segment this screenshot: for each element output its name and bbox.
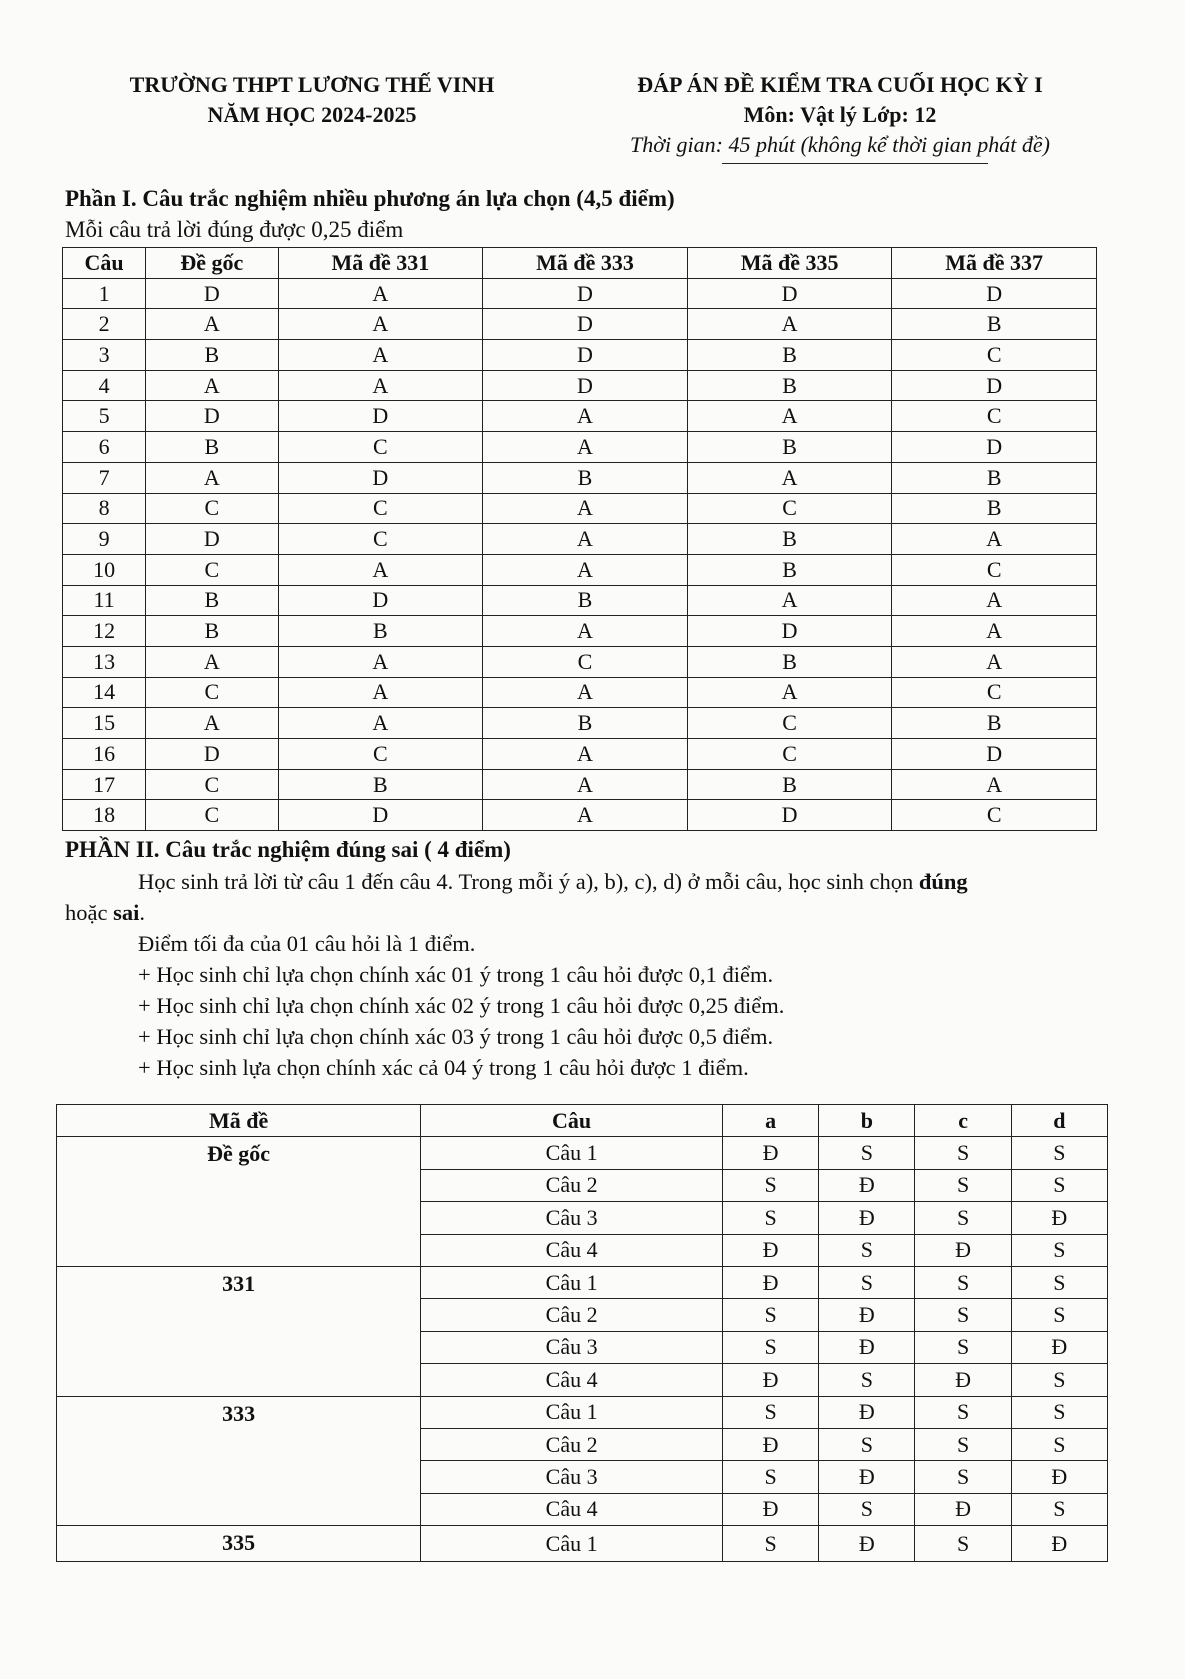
table-row bbox=[63, 585, 1097, 616]
rule-line: + Học sinh chỉ lựa chọn chính xác 01 ý trong 1 câu hỏi được 0,1 điểm. bbox=[138, 962, 774, 987]
answer-cell: C bbox=[278, 739, 483, 770]
answer-cell: B bbox=[687, 554, 892, 585]
true-false-cell: Đ bbox=[819, 1202, 915, 1234]
table-row bbox=[57, 1266, 1108, 1298]
answer-cell: D bbox=[146, 739, 278, 770]
true-false-cell: S bbox=[1011, 1299, 1107, 1331]
answer-cell: C bbox=[146, 493, 278, 524]
school-header bbox=[112, 70, 512, 130]
answer-cell: D bbox=[483, 340, 688, 371]
column-header: Câu bbox=[63, 248, 146, 279]
answer-cell: A bbox=[146, 646, 278, 677]
answer-cell: B bbox=[687, 432, 892, 463]
answer-cell: A bbox=[687, 585, 892, 616]
question-number: 12 bbox=[63, 616, 146, 647]
question-number: 7 bbox=[63, 462, 146, 493]
answer-cell: B bbox=[892, 309, 1097, 340]
answer-cell: B bbox=[687, 646, 892, 677]
true-false-cell: S bbox=[722, 1299, 818, 1331]
question-number: 15 bbox=[63, 708, 146, 739]
answer-cell: B bbox=[687, 340, 892, 371]
true-false-cell: S bbox=[915, 1331, 1011, 1363]
true-false-cell: S bbox=[722, 1461, 818, 1493]
answer-cell: A bbox=[278, 708, 483, 739]
part1-subtitle: Mỗi câu trả lời đúng được 0,25 điểm bbox=[65, 217, 404, 242]
intro-bold-false: sai bbox=[113, 900, 140, 925]
answer-cell: C bbox=[892, 554, 1097, 585]
answer-cell: D bbox=[278, 462, 483, 493]
question-label: Câu 1 bbox=[421, 1396, 723, 1428]
answer-cell: C bbox=[892, 800, 1097, 831]
part2-instructions bbox=[65, 866, 1100, 1083]
part1-title: Phần I. Câu trắc nghiệm nhiều phương án lựa chọn (4,5 điểm) bbox=[65, 186, 675, 211]
answer-cell: B bbox=[892, 493, 1097, 524]
rule-line: + Học sinh chỉ lựa chọn chính xác 03 ý trong 1 câu hỏi được 0,5 điểm. bbox=[138, 1024, 774, 1049]
answer-cell: A bbox=[278, 646, 483, 677]
column-header: Mã đề 337 bbox=[892, 248, 1097, 279]
answer-cell: A bbox=[483, 769, 688, 800]
question-number: 10 bbox=[63, 554, 146, 585]
answer-cell: A bbox=[483, 616, 688, 647]
answer-cell: D bbox=[146, 278, 278, 309]
true-false-cell: S bbox=[819, 1266, 915, 1298]
answer-cell: C bbox=[146, 554, 278, 585]
true-false-cell: Đ bbox=[722, 1137, 818, 1169]
table-row bbox=[63, 340, 1097, 371]
question-number: 14 bbox=[63, 677, 146, 708]
document-title: ĐÁP ÁN ĐỀ KIỂM TRA CUỐI HỌC KỲ I bbox=[637, 72, 1043, 97]
answer-cell: A bbox=[687, 401, 892, 432]
answer-cell: A bbox=[483, 677, 688, 708]
answer-cell: A bbox=[687, 462, 892, 493]
answer-cell: A bbox=[892, 585, 1097, 616]
table-row bbox=[63, 524, 1097, 555]
column-header: b bbox=[819, 1105, 915, 1137]
answer-cell: D bbox=[278, 401, 483, 432]
true-false-cell: S bbox=[1011, 1137, 1107, 1169]
question-label: Câu 1 bbox=[421, 1137, 723, 1169]
answer-cell: D bbox=[892, 278, 1097, 309]
true-false-cell: S bbox=[1011, 1266, 1107, 1298]
column-header: c bbox=[915, 1105, 1011, 1137]
true-false-cell: S bbox=[819, 1234, 915, 1266]
table-header-row bbox=[57, 1105, 1108, 1137]
true-false-cell: Đ bbox=[1011, 1202, 1107, 1234]
answer-cell: A bbox=[146, 370, 278, 401]
answer-cell: A bbox=[278, 340, 483, 371]
answer-cell: A bbox=[146, 708, 278, 739]
answer-cell: C bbox=[146, 800, 278, 831]
question-label: Câu 4 bbox=[421, 1234, 723, 1266]
intro-text: Học sinh trả lời từ câu 1 đến câu 4. Trong mỗi ý a), b), c), d) ở mỗi câu, học sinh chọn bbox=[138, 869, 919, 894]
subject-line: Môn: Vật lý Lớp: 12 bbox=[743, 102, 937, 127]
exam-header bbox=[600, 70, 1080, 160]
answer-cell: D bbox=[892, 370, 1097, 401]
true-false-cell: Đ bbox=[819, 1526, 915, 1562]
true-false-cell: Đ bbox=[722, 1266, 818, 1298]
question-number: 18 bbox=[63, 800, 146, 831]
answer-cell: A bbox=[483, 432, 688, 463]
column-header: Câu bbox=[421, 1105, 723, 1137]
rule-line: + Học sinh chỉ lựa chọn chính xác 02 ý trong 1 câu hỏi được 0,25 điểm. bbox=[138, 993, 785, 1018]
answer-cell: B bbox=[483, 462, 688, 493]
question-number: 11 bbox=[63, 585, 146, 616]
exam-code-cell: Đề gốc bbox=[57, 1137, 421, 1267]
answer-cell: B bbox=[687, 769, 892, 800]
answer-cell: D bbox=[278, 800, 483, 831]
true-false-cell: S bbox=[819, 1428, 915, 1460]
table-row bbox=[63, 769, 1097, 800]
answer-cell: D bbox=[146, 524, 278, 555]
true-false-cell: S bbox=[915, 1266, 1011, 1298]
question-number: 5 bbox=[63, 401, 146, 432]
answer-cell: D bbox=[892, 739, 1097, 770]
answer-cell: B bbox=[892, 462, 1097, 493]
answer-cell: B bbox=[146, 432, 278, 463]
answer-cell: C bbox=[278, 524, 483, 555]
table-header-row bbox=[63, 248, 1097, 279]
answer-cell: A bbox=[146, 462, 278, 493]
table-row bbox=[63, 432, 1097, 463]
question-label: Câu 4 bbox=[421, 1364, 723, 1396]
question-number: 8 bbox=[63, 493, 146, 524]
answer-cell: C bbox=[146, 677, 278, 708]
answer-cell: B bbox=[146, 616, 278, 647]
table-row bbox=[63, 462, 1097, 493]
true-false-cell: Đ bbox=[722, 1364, 818, 1396]
question-number: 1 bbox=[63, 278, 146, 309]
question-number: 16 bbox=[63, 739, 146, 770]
true-false-cell: S bbox=[1011, 1493, 1107, 1525]
table-row bbox=[63, 493, 1097, 524]
answer-cell: C bbox=[892, 340, 1097, 371]
table-row bbox=[57, 1526, 1108, 1562]
answer-cell: A bbox=[483, 401, 688, 432]
true-false-cell: Đ bbox=[722, 1234, 818, 1266]
true-false-cell: Đ bbox=[1011, 1331, 1107, 1363]
column-header: Đề gốc bbox=[146, 248, 278, 279]
table-row bbox=[57, 1396, 1108, 1428]
answer-cell: B bbox=[146, 585, 278, 616]
school-year: NĂM HỌC 2024-2025 bbox=[207, 102, 417, 127]
question-number: 6 bbox=[63, 432, 146, 463]
question-label: Câu 3 bbox=[421, 1461, 723, 1493]
question-label: Câu 2 bbox=[421, 1428, 723, 1460]
column-header: Mã đề bbox=[57, 1105, 421, 1137]
question-number: 2 bbox=[63, 309, 146, 340]
true-false-cell: S bbox=[915, 1169, 1011, 1201]
exam-code-cell: 333 bbox=[57, 1396, 421, 1526]
answer-cell: A bbox=[892, 646, 1097, 677]
answer-cell: D bbox=[278, 585, 483, 616]
answer-cell: A bbox=[278, 677, 483, 708]
answer-cell: A bbox=[483, 739, 688, 770]
answer-cell: B bbox=[278, 769, 483, 800]
question-number: 4 bbox=[63, 370, 146, 401]
part2-title: PHẦN II. Câu trắc nghiệm đúng sai ( 4 điểm) bbox=[65, 837, 511, 862]
answer-cell: D bbox=[687, 278, 892, 309]
answer-cell: A bbox=[687, 309, 892, 340]
intro-line bbox=[65, 866, 1100, 897]
table-row bbox=[63, 708, 1097, 739]
intro-line-2 bbox=[65, 897, 1100, 928]
answer-cell: B bbox=[687, 524, 892, 555]
question-number: 9 bbox=[63, 524, 146, 555]
answer-cell: A bbox=[483, 493, 688, 524]
answer-cell: B bbox=[483, 585, 688, 616]
answer-cell: C bbox=[892, 401, 1097, 432]
true-false-cell: S bbox=[915, 1137, 1011, 1169]
question-label: Câu 1 bbox=[421, 1526, 723, 1562]
question-label: Câu 1 bbox=[421, 1266, 723, 1298]
table-row bbox=[63, 309, 1097, 340]
answer-cell: C bbox=[278, 432, 483, 463]
answer-cell: A bbox=[278, 554, 483, 585]
intro-bold-true: đúng bbox=[918, 869, 968, 894]
true-false-cell: S bbox=[819, 1493, 915, 1525]
question-label: Câu 2 bbox=[421, 1299, 723, 1331]
answer-cell: A bbox=[483, 554, 688, 585]
answer-cell: B bbox=[687, 370, 892, 401]
table-row bbox=[63, 278, 1097, 309]
true-false-cell: Đ bbox=[722, 1493, 818, 1525]
answer-cell: A bbox=[687, 677, 892, 708]
answer-cell: C bbox=[483, 646, 688, 677]
rule-line: + Học sinh lựa chọn chính xác cả 04 ý trong 1 câu hỏi được 1 điểm. bbox=[138, 1055, 749, 1080]
part1-answer-table bbox=[62, 247, 1097, 831]
true-false-cell: S bbox=[915, 1526, 1011, 1562]
column-header: a bbox=[722, 1105, 818, 1137]
true-false-cell: S bbox=[1011, 1169, 1107, 1201]
true-false-cell: Đ bbox=[819, 1169, 915, 1201]
answer-cell: A bbox=[278, 278, 483, 309]
answer-cell: A bbox=[278, 309, 483, 340]
intro-text-2: hoặc bbox=[65, 900, 114, 925]
answer-cell: C bbox=[278, 493, 483, 524]
true-false-cell: Đ bbox=[819, 1299, 915, 1331]
answer-cell: D bbox=[483, 309, 688, 340]
true-false-cell: S bbox=[722, 1396, 818, 1428]
exam-code-cell: 331 bbox=[57, 1266, 421, 1396]
true-false-cell: S bbox=[1011, 1396, 1107, 1428]
answer-cell: C bbox=[687, 493, 892, 524]
true-false-cell: Đ bbox=[915, 1493, 1011, 1525]
table-row bbox=[63, 616, 1097, 647]
answer-cell: A bbox=[892, 769, 1097, 800]
question-label: Câu 2 bbox=[421, 1169, 723, 1201]
true-false-cell: S bbox=[722, 1331, 818, 1363]
column-header: Mã đề 333 bbox=[483, 248, 688, 279]
answer-cell: B bbox=[483, 708, 688, 739]
question-number: 13 bbox=[63, 646, 146, 677]
part2-answer-table bbox=[56, 1104, 1108, 1562]
table-row bbox=[63, 800, 1097, 831]
answer-cell: A bbox=[146, 309, 278, 340]
table-row bbox=[63, 401, 1097, 432]
time-line: Thời gian: 45 phút (không kể thời gian phát đề) bbox=[629, 132, 1051, 157]
answer-cell: C bbox=[892, 677, 1097, 708]
header-underline bbox=[722, 163, 988, 164]
true-false-cell: S bbox=[915, 1202, 1011, 1234]
column-header: d bbox=[1011, 1105, 1107, 1137]
table-row bbox=[57, 1137, 1108, 1169]
intro-period: . bbox=[139, 900, 145, 925]
answer-cell: A bbox=[483, 800, 688, 831]
question-number: 3 bbox=[63, 340, 146, 371]
true-false-cell: Đ bbox=[1011, 1461, 1107, 1493]
true-false-cell: Đ bbox=[722, 1428, 818, 1460]
true-false-cell: S bbox=[915, 1461, 1011, 1493]
question-label: Câu 4 bbox=[421, 1493, 723, 1525]
true-false-cell: S bbox=[1011, 1364, 1107, 1396]
table-row bbox=[63, 370, 1097, 401]
answer-cell: C bbox=[687, 739, 892, 770]
answer-cell: D bbox=[483, 370, 688, 401]
true-false-cell: S bbox=[819, 1364, 915, 1396]
true-false-cell: Đ bbox=[1011, 1526, 1107, 1562]
column-header: Mã đề 331 bbox=[278, 248, 483, 279]
question-label: Câu 3 bbox=[421, 1202, 723, 1234]
true-false-cell: Đ bbox=[819, 1396, 915, 1428]
answer-cell: B bbox=[146, 340, 278, 371]
true-false-cell: S bbox=[722, 1169, 818, 1201]
answer-cell: A bbox=[892, 524, 1097, 555]
answer-cell: A bbox=[483, 524, 688, 555]
true-false-cell: S bbox=[722, 1202, 818, 1234]
column-header: Mã đề 335 bbox=[687, 248, 892, 279]
exam-code-cell: 335 bbox=[57, 1526, 421, 1562]
true-false-cell: Đ bbox=[819, 1461, 915, 1493]
true-false-cell: S bbox=[915, 1396, 1011, 1428]
answer-cell: D bbox=[146, 401, 278, 432]
question-label: Câu 3 bbox=[421, 1331, 723, 1363]
table-row bbox=[63, 554, 1097, 585]
true-false-cell: S bbox=[1011, 1234, 1107, 1266]
true-false-cell: S bbox=[1011, 1428, 1107, 1460]
table-row bbox=[63, 739, 1097, 770]
answer-cell: A bbox=[892, 616, 1097, 647]
answer-cell: A bbox=[278, 370, 483, 401]
answer-cell: B bbox=[278, 616, 483, 647]
true-false-cell: Đ bbox=[819, 1331, 915, 1363]
answer-cell: D bbox=[483, 278, 688, 309]
table-row bbox=[63, 646, 1097, 677]
answer-cell: D bbox=[687, 800, 892, 831]
school-name: TRƯỜNG THPT LƯƠNG THẾ VINH bbox=[129, 72, 495, 97]
answer-cell: C bbox=[687, 708, 892, 739]
max-score-line: Điểm tối đa của 01 câu hỏi là 1 điểm. bbox=[138, 931, 476, 956]
answer-cell: C bbox=[146, 769, 278, 800]
answer-cell: D bbox=[892, 432, 1097, 463]
answer-cell: D bbox=[687, 616, 892, 647]
true-false-cell: S bbox=[915, 1299, 1011, 1331]
true-false-cell: S bbox=[722, 1526, 818, 1562]
question-number: 17 bbox=[63, 769, 146, 800]
true-false-cell: S bbox=[819, 1137, 915, 1169]
answer-cell: B bbox=[892, 708, 1097, 739]
true-false-cell: Đ bbox=[915, 1364, 1011, 1396]
table-row bbox=[63, 677, 1097, 708]
true-false-cell: Đ bbox=[915, 1234, 1011, 1266]
true-false-cell: S bbox=[915, 1428, 1011, 1460]
